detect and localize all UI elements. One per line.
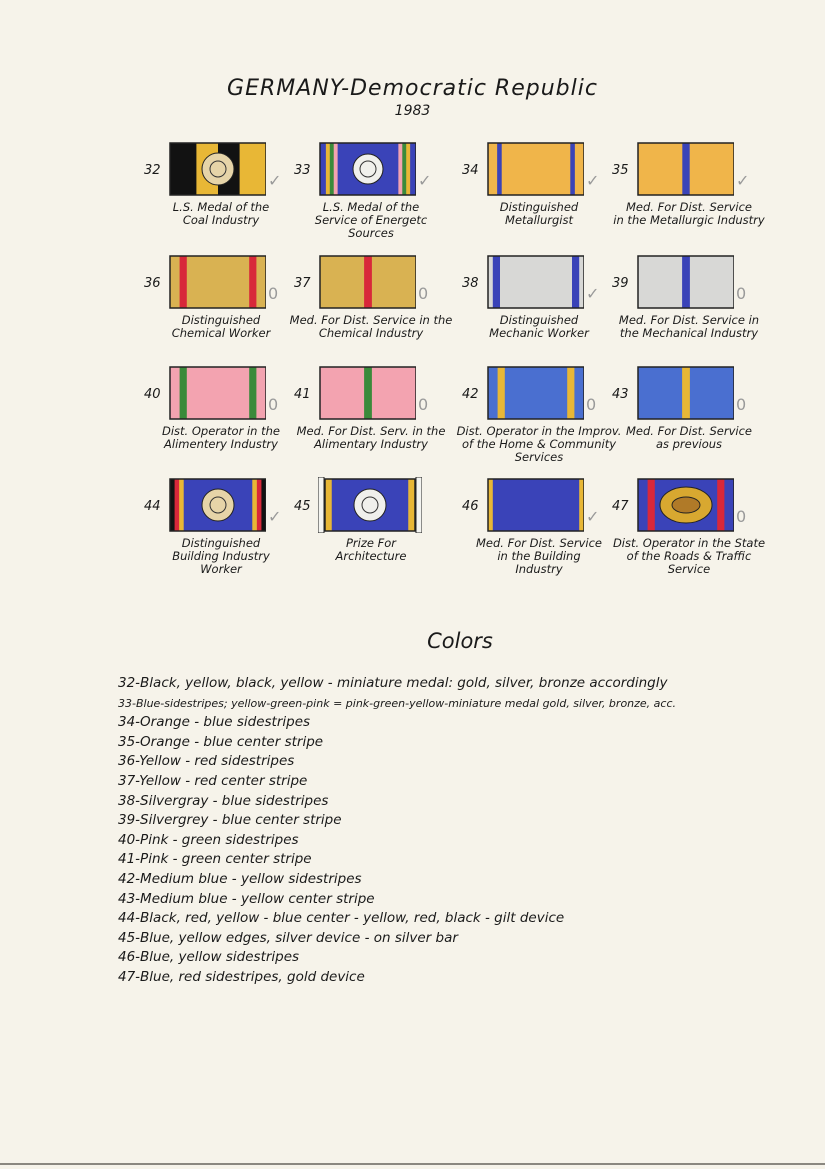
ribbon-stripe	[326, 143, 330, 195]
checkmark-icon: ✓	[268, 507, 282, 526]
circle-mark-icon: 0	[418, 284, 429, 303]
ribbon-bar	[318, 477, 422, 533]
caption-line: Distinguished	[499, 200, 579, 214]
ribbon-stripe	[187, 256, 250, 308]
ribbon-stripe	[406, 143, 410, 195]
ribbon-stripe	[320, 367, 365, 419]
caption-line: Alimentary Industry	[314, 437, 428, 451]
ribbon-stripe	[180, 256, 188, 308]
ribbon-number: 43	[612, 387, 629, 402]
circle-mark-icon: 0	[268, 284, 279, 303]
ribbon-stripe	[179, 479, 184, 531]
checkmark-icon: ✓	[586, 171, 600, 190]
ribbon-number: 44	[144, 499, 161, 514]
ribbon-stripe	[502, 143, 571, 195]
color-description-item: 38-Silvergray - blue sidestripes	[118, 792, 329, 809]
ribbon-stripe	[364, 256, 372, 308]
caption-line: Med. For Dist. Service in the	[289, 313, 453, 327]
ribbon-stripe	[256, 256, 266, 308]
caption-line: L.S. Medal of the	[322, 200, 420, 214]
ribbon-bar	[168, 477, 266, 533]
ribbon-stripe	[330, 143, 334, 195]
caption-line: Dist. Operator in the Improv.	[456, 424, 622, 438]
ribbon-stripe	[175, 479, 180, 531]
ribbon-caption	[276, 314, 466, 340]
ribbon-stripe	[648, 479, 656, 531]
caption-line: Chemical Industry	[318, 326, 424, 340]
ribbon-stripe	[497, 143, 502, 195]
ribbon-stripe	[372, 367, 416, 419]
color-description-item: 32-Black, yellow, black, yellow - miniature medal: gold, silver, bronze accordingly	[118, 675, 668, 691]
ribbon-bar	[486, 477, 584, 533]
ribbon-stripe	[170, 367, 180, 419]
caption-line: Med. For Dist. Service in	[618, 313, 760, 327]
ribbon-stripe	[690, 256, 734, 308]
ribbon-number: 42	[462, 387, 479, 402]
ribbon-number: 41	[294, 387, 311, 402]
ribbon-stripe	[170, 256, 180, 308]
caption-line: Sources	[348, 226, 394, 240]
ribbon-stripe	[717, 479, 725, 531]
ribbon-number: 35	[612, 163, 629, 178]
caption-line: Service of Energetc	[314, 213, 428, 227]
ribbon-stripe	[252, 479, 257, 531]
ribbon-stripe	[493, 479, 580, 531]
ribbon-stripe	[574, 367, 584, 419]
ribbon-stripe	[570, 143, 575, 195]
caption-line: Distinguished	[499, 313, 579, 327]
caption-line: Worker	[200, 562, 242, 576]
caption-line: L.S. Medal of the	[172, 200, 270, 214]
color-description-item: 36-Yellow - red sidestripes	[118, 753, 295, 770]
ribbon-stripe	[638, 479, 648, 531]
page-year: 1983	[394, 103, 431, 119]
ribbon-stripe	[320, 143, 326, 195]
gilt-device-icon	[202, 489, 234, 521]
ribbon-stripe	[638, 367, 683, 419]
caption-line: Building Industry	[172, 549, 270, 563]
page-title: GERMANY-Democratic Republic	[227, 76, 598, 101]
ribbon-number: 40	[144, 387, 161, 402]
ribbon-stripe	[505, 367, 568, 419]
ribbon-number: 39	[612, 276, 629, 291]
caption-line: Mechanic Worker	[489, 326, 589, 340]
ribbon-stripe	[690, 143, 734, 195]
ribbon-stripe	[364, 367, 372, 419]
ribbon-caption	[276, 425, 466, 451]
ribbon-bar	[486, 254, 584, 310]
caption-line: in the Building	[497, 549, 581, 563]
color-description-item: 47-Blue, red sidestripes, gold device	[118, 968, 365, 985]
ribbon-stripe	[682, 143, 690, 195]
ribbon-number: 33	[294, 163, 311, 178]
checkmark-icon: ✓	[418, 171, 432, 190]
ribbon-bar	[636, 141, 734, 197]
caption-line: in the Metallurgic Industry	[613, 213, 765, 227]
circle-mark-icon: 0	[736, 507, 747, 526]
ribbon-stripe	[187, 367, 250, 419]
color-description-item: 34-Orange - blue sidestripes	[118, 714, 311, 731]
ribbon-stripe	[488, 367, 498, 419]
ribbon-stripe	[256, 367, 266, 419]
caption-line: Metallurgist	[505, 213, 573, 227]
ribbon-bar	[636, 477, 734, 533]
color-description-item: 37-Yellow - red center stripe	[118, 772, 308, 789]
ribbon-number: 47	[612, 499, 629, 514]
ribbon-bar	[486, 141, 584, 197]
ribbon-stripe	[682, 367, 690, 419]
caption-line: Services	[514, 450, 564, 464]
ribbon-stripe	[567, 367, 575, 419]
ribbon-entry-47	[612, 477, 806, 597]
caption-line: Dist. Operator in the	[161, 424, 280, 438]
ribbon-stripe	[575, 143, 584, 195]
ribbon-bar	[318, 254, 416, 310]
caption-line: Med. For Dist. Serv. in the	[296, 424, 446, 438]
color-description-item: 43-Medium blue - yellow center stripe	[118, 890, 375, 907]
ribbon-number: 36	[144, 276, 161, 291]
ribbon-bar	[636, 365, 734, 421]
circle-mark-icon: 0	[736, 395, 747, 414]
ribbon-stripe	[500, 256, 573, 308]
silver-device-icon	[353, 154, 383, 184]
ribbon-entry-35	[612, 141, 806, 261]
ribbon-caption	[276, 201, 466, 240]
color-description-item: 42-Medium blue - yellow sidestripes	[118, 870, 362, 887]
colors-list	[118, 674, 818, 988]
ribbon-caption	[594, 314, 784, 340]
ribbon-stripe	[180, 367, 188, 419]
silver-bar-end	[416, 477, 422, 533]
color-description-item: 39-Silvergrey - blue center stripe	[118, 812, 342, 829]
caption-line: Service	[667, 562, 711, 576]
caption-line: Distinguished	[181, 536, 261, 550]
ribbon-stripe	[257, 479, 262, 531]
ribbon-stripe	[325, 479, 332, 531]
gold-device-icon	[202, 153, 234, 185]
color-description-item: 40-Pink - green sidestripes	[118, 831, 299, 848]
caption-line: Alimentery Industry	[164, 437, 278, 451]
ribbon-caption	[594, 537, 784, 576]
ribbon-stripe	[488, 143, 498, 195]
caption-line: Med. For Dist. Service	[475, 536, 602, 550]
ribbon-number: 37	[294, 276, 311, 291]
color-description-item: 46-Blue, yellow sidestripes	[118, 949, 300, 966]
ribbon-bar	[168, 365, 266, 421]
color-description-item: 45-Blue, yellow edges, silver device - on silver bar	[118, 929, 458, 946]
ribbon-bar	[486, 365, 584, 421]
ribbon-stripe	[488, 256, 493, 308]
ribbon-stripe	[334, 143, 338, 195]
ribbon-number: 45	[294, 499, 311, 514]
ribbon-stripe	[690, 367, 734, 419]
checkmark-icon: ✓	[586, 284, 600, 303]
ribbon-bar	[318, 365, 416, 421]
silver-device-icon	[354, 489, 386, 521]
page-bottom-edge	[0, 1163, 825, 1165]
circle-mark-icon: 0	[418, 395, 429, 414]
ribbon-stripe	[724, 479, 734, 531]
color-description-item: 35-Orange - blue center stripe	[118, 733, 324, 750]
emblem-icon	[672, 497, 700, 513]
circle-mark-icon: 0	[268, 395, 279, 414]
ribbon-number: 32	[144, 163, 161, 178]
ribbon-entry-43	[612, 365, 806, 485]
caption-line: as previous	[655, 437, 723, 451]
ribbon-caption	[594, 201, 784, 227]
caption-line: of the Home & Community	[461, 437, 617, 451]
ribbon-stripe	[498, 367, 506, 419]
ribbon-stripe	[638, 256, 683, 308]
color-description-item: 41-Pink - green center stripe	[118, 851, 312, 868]
ribbon-stripe	[488, 479, 493, 531]
ribbon-bar	[168, 141, 266, 197]
ribbon-stripe	[372, 256, 416, 308]
ribbon-stripe	[249, 256, 257, 308]
ribbon-caption	[276, 537, 466, 563]
ribbon-stripe	[320, 256, 365, 308]
circle-mark-icon: 0	[736, 284, 747, 303]
ribbon-bar	[168, 254, 266, 310]
ribbon-bar	[318, 141, 416, 197]
ribbon-stripe	[170, 479, 175, 531]
caption-line: Chemical Worker	[171, 326, 271, 340]
caption-line: Med. For Dist. Service	[625, 424, 752, 438]
color-description-item: 33-Blue-sidestripes; yellow-green-pink = pink-green-yellow-miniature medal gold, silver, bronze, acc.	[118, 696, 677, 710]
silver-bar-end	[318, 477, 324, 533]
colors-heading: Colors	[427, 629, 493, 653]
ribbon-number: 34	[462, 163, 479, 178]
caption-line: Med. For Dist. Service	[625, 200, 752, 214]
caption-line: Dist. Operator in the State	[612, 536, 766, 550]
ribbon-bar	[636, 254, 734, 310]
caption-line: Industry	[515, 562, 563, 576]
ribbon-stripe	[240, 143, 266, 195]
checkmark-icon: ✓	[736, 171, 750, 190]
color-description-item: 44-Black, red, yellow - blue center - yellow, red, black - gilt device	[118, 910, 565, 927]
ribbon-stripe	[410, 143, 416, 195]
ribbon-stripe	[398, 143, 402, 195]
ribbon-stripe	[638, 143, 683, 195]
ribbon-entry-39	[612, 254, 806, 374]
ribbon-number: 38	[462, 276, 479, 291]
caption-line: the Mechanical Industry	[619, 326, 759, 340]
ribbon-number: 46	[462, 499, 479, 514]
caption-line: Prize For	[345, 536, 396, 550]
checkmark-icon: ✓	[586, 507, 600, 526]
caption-line: Coal Industry	[182, 213, 260, 227]
ribbon-stripe	[682, 256, 690, 308]
ribbon-stripe	[170, 143, 197, 195]
caption-line: Architecture	[335, 549, 407, 563]
ribbon-stripe	[493, 256, 501, 308]
circle-mark-icon: 0	[586, 395, 597, 414]
caption-line: of the Roads & Traffic	[626, 549, 752, 563]
ribbon-caption	[594, 425, 784, 451]
checkmark-icon: ✓	[268, 171, 282, 190]
caption-line: Distinguished	[181, 313, 261, 327]
ribbon-stripe	[402, 143, 406, 195]
ribbon-stripe	[572, 256, 580, 308]
ribbon-stripe	[249, 367, 257, 419]
